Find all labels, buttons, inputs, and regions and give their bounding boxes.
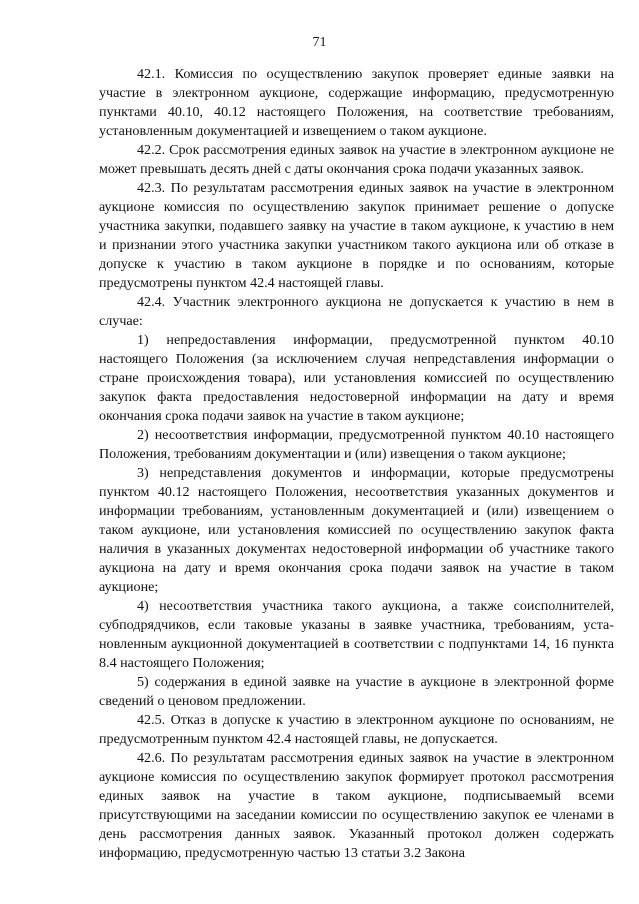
list-item-1: 1) непредоставления информации, предусмотренной пунктом 40.10 настоящего Положения (за исключением случая непредставления информации о стране происхождения товара), или установления комиссией по осуществлению закупок факта предоставления недостоверной информации на дату и время окончания срока подачи заявок на участие в таком аукционе; (99, 332, 614, 424)
list-item-2: 2) несоответствия информации, предусмотренной пунктом 40.10 настоящего Положения, требованиям документации и (или) извещения о таком аукционе; (99, 427, 614, 462)
paragraph-42-6: 42.6. По результатам рассмотрения единых заявок на участие в электронном аукционе комиссия по осуществлению закупок формирует протокол рассмотрения единых заявок на участие в таком аукционе, подписываемый всеми присутствующими на заседании комиссии по осуществлению закупок ее членами в день рассмотрения данных заявок. Указанный протокол должен содержать информацию, предусмотренную частью 13 статьи 3.2 Закона (99, 750, 614, 861)
list-item-4: 4) несоответствия участника такого аукциона, а также соисполнителей, субподрядчиков, если таковые указаны в заявке участника, требованиям, установленным аукционной документацией в соответствии с подпунктами 14, 16 пункта 8.4 настоящего Положения; (99, 598, 614, 671)
list-item-3: 3) непредставления документов и информации, которые предусмотрены пунктом 40.12 настоящего Положения, несоответствия указанных документов и информации требованиям, установленным документацией и (или) извещением о таком аукционе, или установления комиссией по осуществлению закупок факта наличия в указанных документах недостоверной информации об участнике такого аукциона на дату и время окончания срока подачи заявок на участие в таком аукционе; (99, 465, 614, 595)
paragraph-42-5: 42.5. Отказ в допуске к участию в электронном аукционе по основаниям, не предусмотренным пунктом 42.4 настоящей главы, не допускается. (99, 712, 614, 747)
paragraph-42-2: 42.2. Срок рассмотрения единых заявок на участие в электронном аукционе не может превышать десять дней с даты окончания срока подачи указанных заявок. (99, 142, 614, 177)
paragraph-42-4: 42.4. Участник электронного аукциона не допускается к участию в нем в случае: (99, 294, 614, 329)
document-body (99, 65, 614, 863)
page-number: 71 (312, 35, 327, 50)
list-item-5: 5) содержания в единой заявке на участие в аукционе в электронной форме сведений о ценовом предложении. (99, 674, 614, 709)
paragraph-42-1: 42.1. Комиссия по осуществлению закупок проверяет единые заявки на участие в электронном аукционе, содержащие информацию, предусмотренную пунктами 40.10, 40.12 настоящего Положения, на соответствие требованиям, установленным документацией и извещением о таком аукционе. (99, 66, 614, 139)
paragraph-42-3: 42.3. По результатам рассмотрения единых заявок на участие в электронном аукционе комиссия по осуществлению закупок принимает решение о допуске участника закупки, подавшего заявку на участие в таком аукционе, к участию в нем и признании этого участника закупки участником такого аукциона или об отказе в допуске к участию в таком аукционе в порядке и по основаниям, которые предусмотрены пунктом 42.4 настоящей главы. (99, 180, 614, 291)
